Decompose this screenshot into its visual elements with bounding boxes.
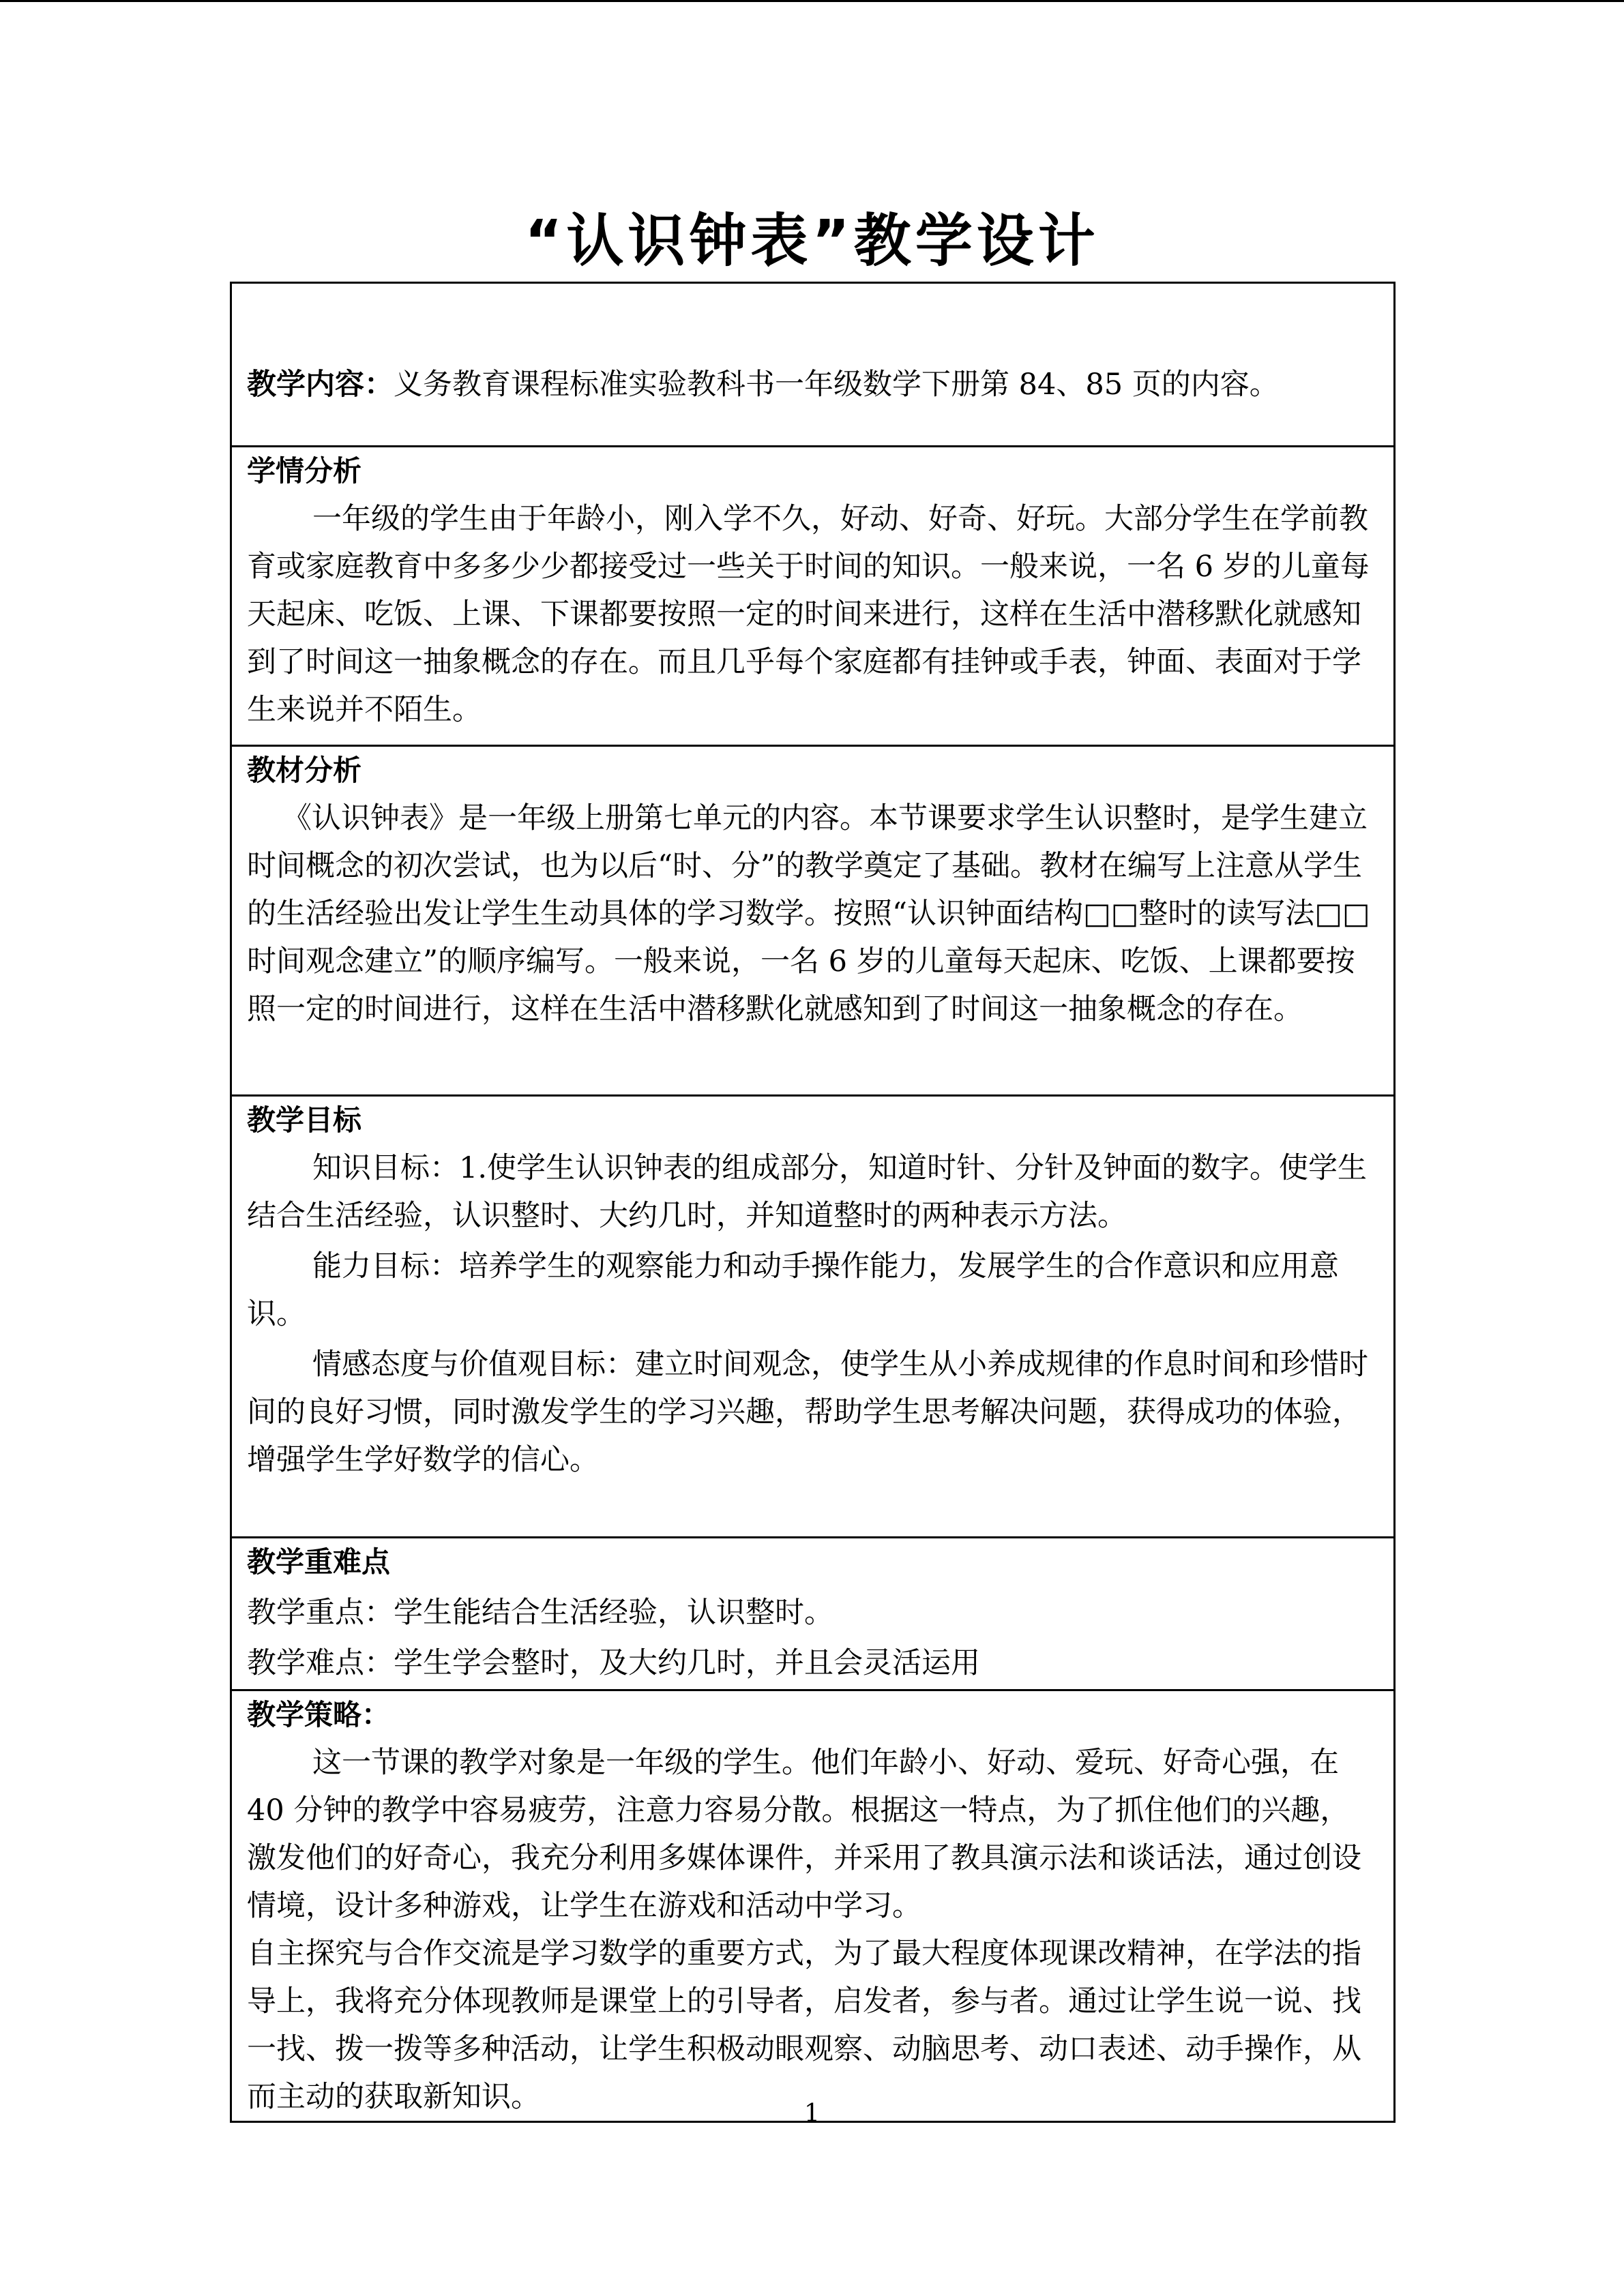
objectives-cell [231, 1096, 1395, 1538]
top-border-line [0, 0, 1624, 2]
student-analysis-paragraph: 一年级的学生由于年龄小，刚入学不久，好动、好奇、好玩。大部分学生在学前教育或家庭教育中多多少少都接受过一些关于时间的知识。一般来说，一名 6 岁的儿童每天起床、吃饭、上课、下课都要按照一定的时间来进行，这样在生活中潜移默化就感知到了时间这一抽象概念的存在。而且几乎每个家庭都有挂钟或手表，钟面、表面对于学生来说并不陌生。 [247, 502, 1370, 727]
strategy-cell [231, 1690, 1395, 2122]
key-points-cell [231, 1538, 1395, 1690]
teaching-content-cell [231, 283, 1395, 447]
key-point-text: 教学重点：学生能结合生活经验，认识整时。 [247, 1596, 833, 1630]
knowledge-objective: 知识目标：1.使学生认识钟表的组成部分，知道时针、分针及钟面的数字。使学生结合生活经验，认识整时、大约几时，并知道整时的两种表示方法。 [247, 1151, 1368, 1233]
textbook-analysis-heading: 教材分析 [247, 754, 362, 787]
lesson-plan-table [230, 282, 1396, 2123]
document-title: “认识钟表”教学设计 [525, 207, 1099, 274]
teaching-content-line [247, 361, 1378, 408]
teaching-content-row [231, 283, 1395, 447]
strategy-row [231, 1690, 1395, 2122]
student-analysis-cell [231, 447, 1395, 746]
student-analysis-row [231, 447, 1395, 746]
objectives-row [231, 1096, 1395, 1538]
emotion-objective: 情感态度与价值观目标：建立时间观念，使学生从小养成规律的作息时间和珍惜时间的良好习惯，同时激发学生的学习兴趣，帮助学生思考解决问题，获得成功的体验，增强学生学好数学的信心。 [247, 1347, 1368, 1477]
page-number: 1 [804, 2100, 820, 2128]
student-analysis-heading: 学情分析 [247, 454, 362, 488]
objectives-heading: 教学目标 [247, 1103, 362, 1137]
key-points-row [231, 1538, 1395, 1690]
textbook-analysis-paragraph: 《认识钟表》是一年级上册第七单元的内容。本节课要求学生认识整时，是学生建立时间概念的初次尝试，也为以后“时、分”的教学奠定了基础。教材在编写上注意从学生的生活经验出发让学生生动具体的学习数学。按照“认识钟面结构□□整时的读写法□□时间观念建立”的顺序编写。一般来说，一名 6 岁的儿童每天起床、吃饭、上课都要按照一定的时间进行，这样在生活中潜移默化就感知到了时间这一抽象概念的存在。 [247, 801, 1370, 1026]
difficulty-point-text: 教学难点：学生学会整时，及大约几时，并且会灵活运用 [247, 1646, 980, 1680]
strategy-paragraph-2: 自主探究与合作交流是学习数学的重要方式，为了最大程度体现课改精神，在学法的指导上，我将充分体现教师是课堂上的引导者，启发者，参与者。通过让学生说一说、找一找、拨一拨等多种活动，让学生积极动眼观察、动脑思考、动口表述、动手操作，从而主动的获取新知识。 [247, 1937, 1361, 2114]
ability-objective: 能力目标：培养学生的观察能力和动手操作能力，发展学生的合作意识和应用意识。 [247, 1249, 1339, 1331]
textbook-analysis-row [231, 746, 1395, 1096]
teaching-content-text: 义务教育课程标准实验教科书一年级数学下册第 84、85 页的内容。 [394, 367, 1279, 402]
teaching-content-label: 教学内容： [247, 367, 394, 402]
textbook-analysis-cell [231, 746, 1395, 1096]
key-points-heading: 教学重难点 [247, 1545, 391, 1579]
strategy-paragraph-1: 这一节课的教学对象是一年级的学生。他们年龄小、好动、爱玩、好奇心强，在 40 分钟的教学中容易疲劳，注意力容易分散。根据这一特点，为了抓住他们的兴趣，激发他们的好奇心，我充分利用多媒体课件，并采用了教具演示法和谈话法，通过创设情境，设计多种游戏，让学生在游戏和活动中学习。 [247, 1746, 1361, 1923]
strategy-heading: 教学策略： [247, 1698, 391, 1731]
